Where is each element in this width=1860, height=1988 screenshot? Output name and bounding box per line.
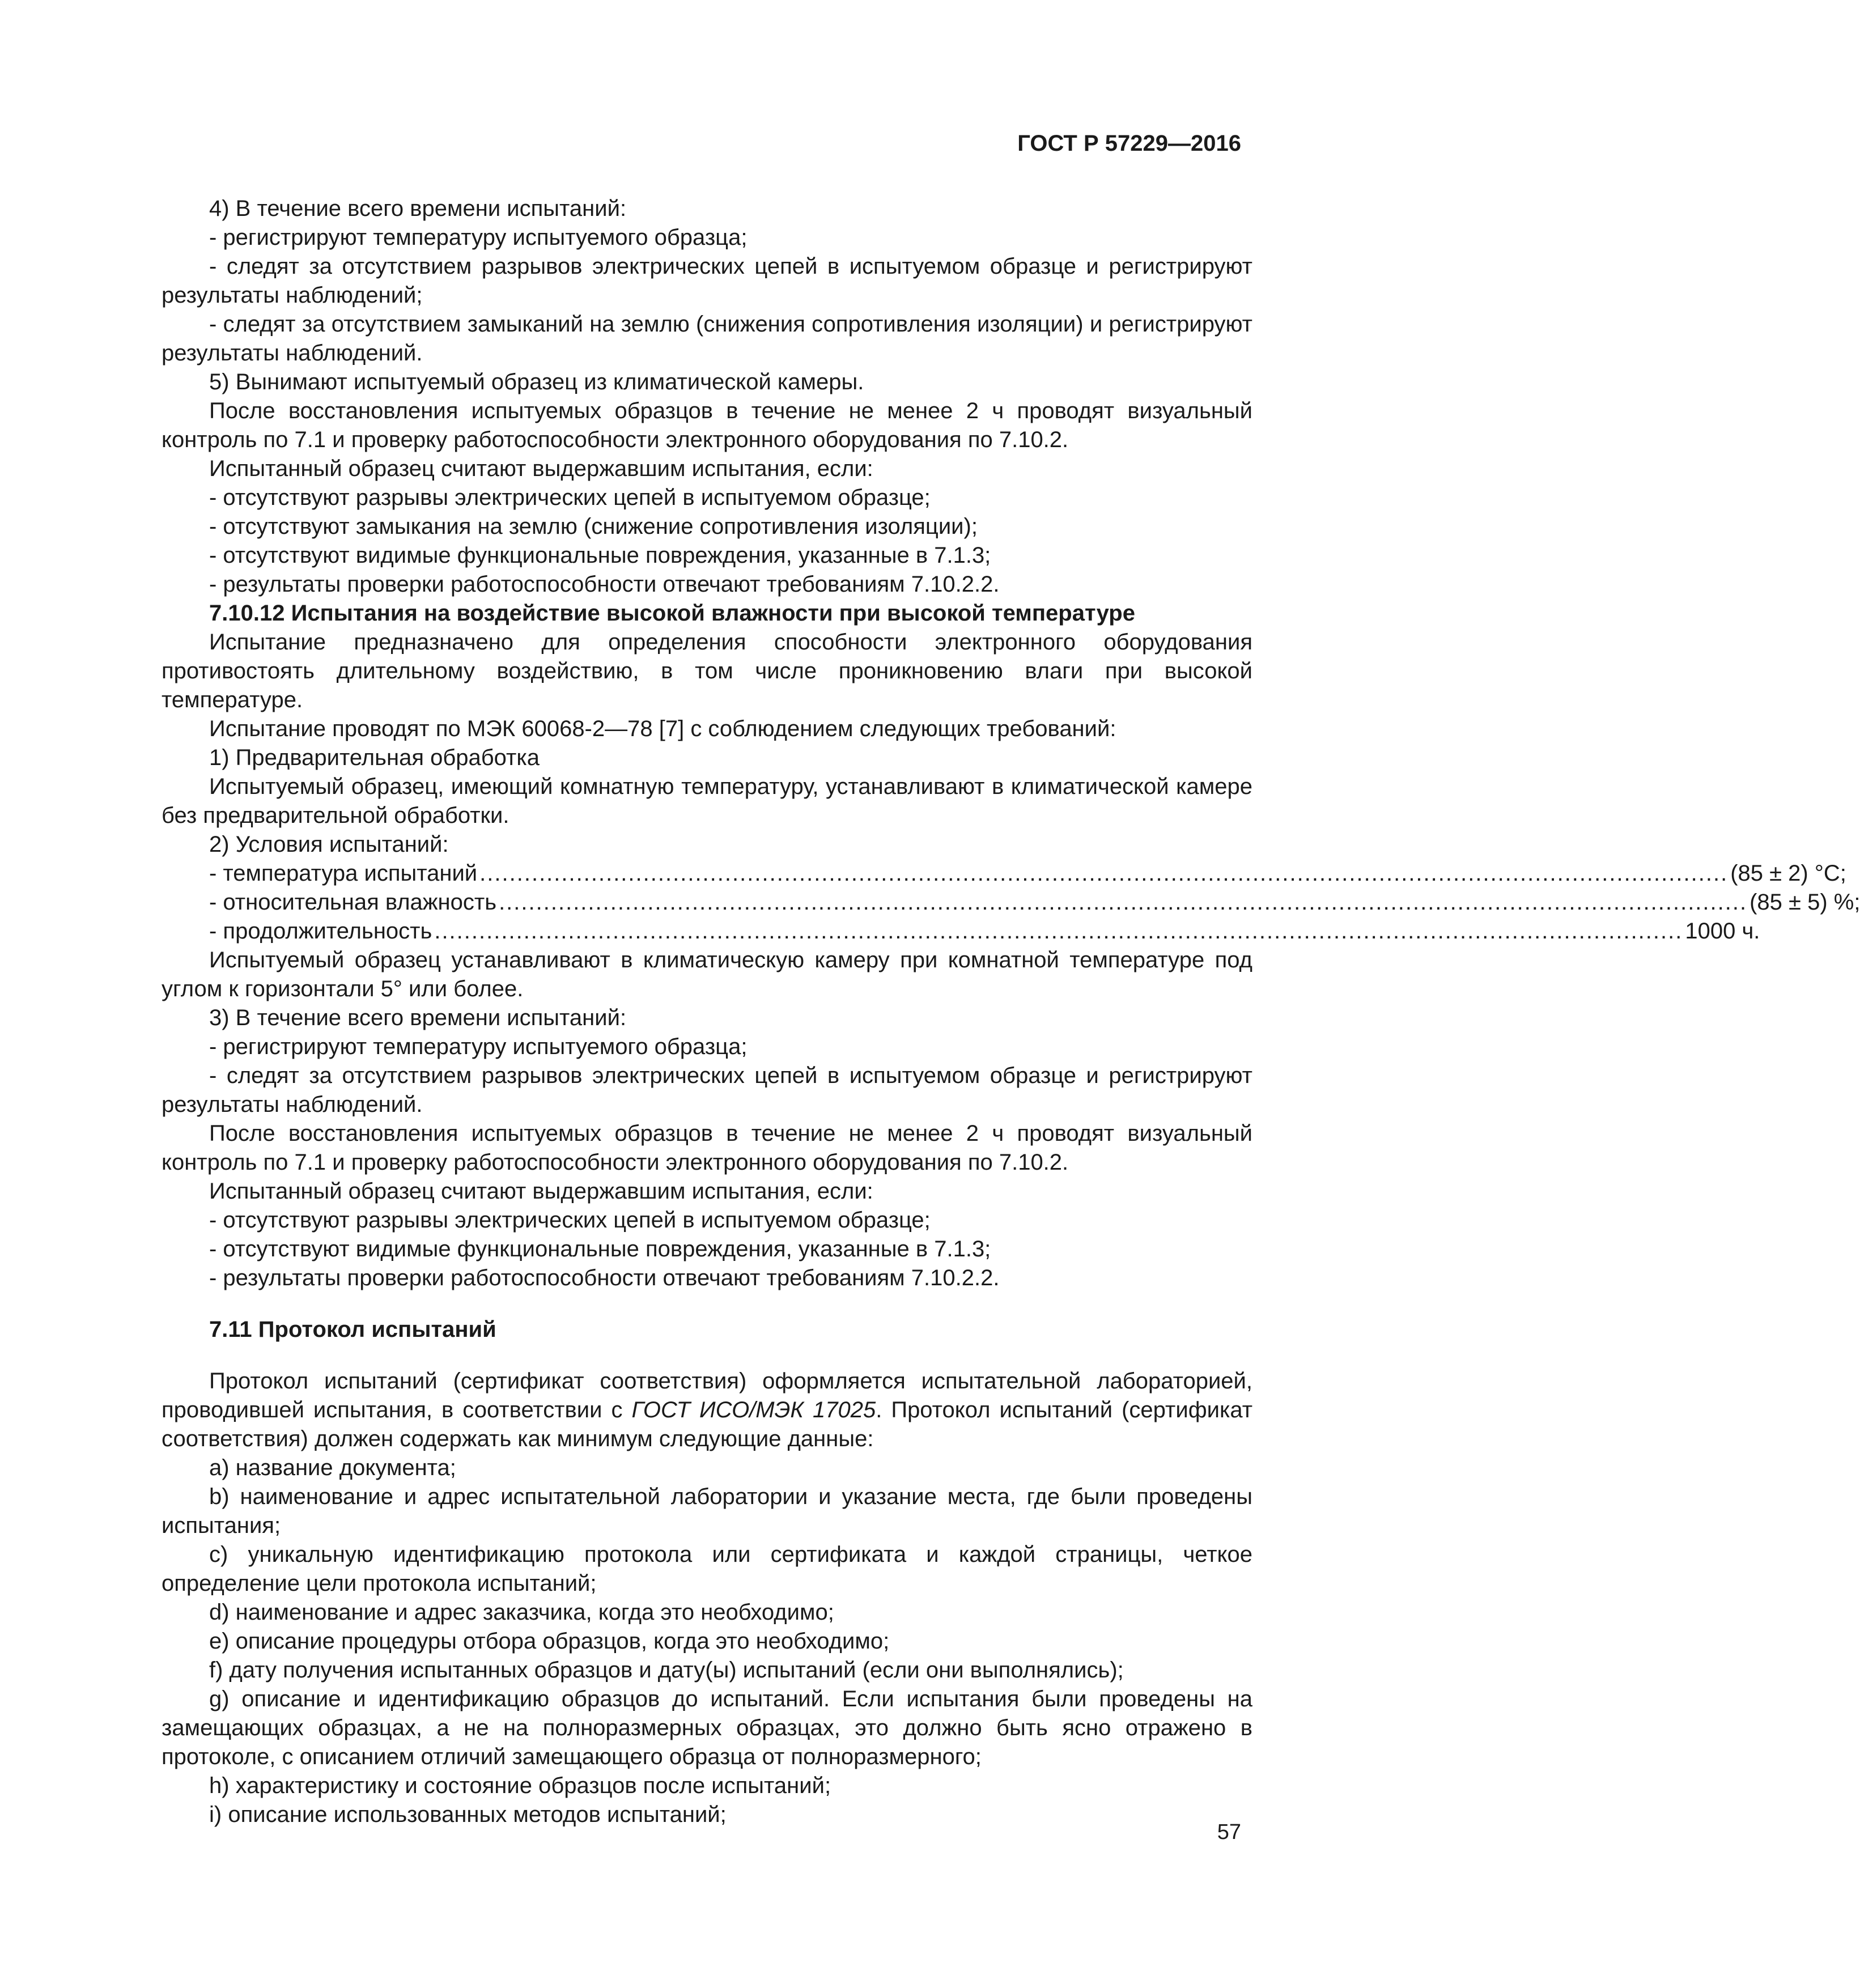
list-item: - отсутствуют видимые функциональные повреждения, указанные в 7.1.3;	[209, 1237, 991, 1261]
list-item: - следят за отсутствием разрывов электрических цепей в испытуемом образце и регистрируют результаты наблюдений;	[162, 254, 1252, 308]
list-item: - следят за отсутствием разрывов электрических цепей в испытуемом образце и регистрируют результаты наблюдений.	[162, 1063, 1252, 1117]
section-heading-7-11: 7.11 Протокол испытаний	[209, 1317, 496, 1342]
list-item: i) описание использованных методов испытаний;	[209, 1802, 727, 1827]
list-item: - отсутствуют разрывы электрических цепей в испытуемом образце;	[209, 1208, 931, 1233]
condition-label: - температура испытаний	[209, 861, 478, 886]
document-header: ГОСТ Р 57229—2016	[1017, 131, 1241, 156]
condition-label: - относительная влажность	[209, 890, 497, 915]
paragraph: Испытуемый образец, имеющий комнатную температуру, устанавливают в климатической камере без предварительной обработки.	[162, 774, 1252, 828]
section-heading-7-10-12: 7.10.12 Испытания на воздействие высокой влажности при высокой температуре	[209, 601, 1135, 626]
list-item: f) дату получения испытанных образцов и дату(ы) испытаний (если они выполнялись);	[209, 1658, 1124, 1683]
paragraph: 5) Вынимают испытуемый образец из климатической камеры.	[209, 369, 864, 394]
paragraph: Испытание предназначено для определения способности электронного оборудования противостоять длительному воздействию, в том числе проникновению влаги при высокой температуре.	[162, 630, 1252, 712]
condition-row	[162, 917, 1760, 946]
paragraph: После восстановления испытуемых образцов в течение не менее 2 ч проводят визуальный контроль по 7.1 и проверку работоспособности электронного оборудования по 7.10.2.	[162, 1121, 1252, 1175]
list-item: с) уникальную идентификацию протокола или сертификата и каждой страницы, четкое определение цели протокола испытаний;	[162, 1542, 1252, 1596]
list-item: - результаты проверки работоспособности отвечают требованиям 7.10.2.2.	[209, 572, 1000, 597]
condition-value: (85 ± 5) %;	[1749, 890, 1860, 915]
condition-label: - продолжительность	[209, 919, 432, 944]
list-item: - регистрируют температуру испытуемого образца;	[209, 225, 748, 250]
standard-reference: ГОСТ ИСО/МЭК 17025	[631, 1397, 876, 1422]
list-item: - отсутствуют замыкания на землю (снижение сопротивления изоляции);	[209, 514, 978, 539]
condition-row	[162, 859, 1846, 888]
list-item: d) наименование и адрес заказчика, когда это необходимо;	[209, 1600, 834, 1625]
paragraph: Испытанный образец считают выдержавшим испытания, если:	[209, 456, 873, 481]
document-body	[162, 194, 1860, 1829]
leader-dots: ........................................................................................................................................................................	[499, 890, 1748, 915]
paragraph: После восстановления испытуемых образцов в течение не менее 2 ч проводят визуальный контроль по 7.1 и проверку работоспособности электронного оборудования по 7.10.2.	[162, 398, 1252, 452]
page-number: 57	[1217, 1820, 1241, 1844]
paragraph: Испытуемый образец устанавливают в климатическую камеру при комнатной температуре под углом к горизонтали 5° или более.	[162, 948, 1252, 1001]
list-item: е) описание процедуры отбора образцов, когда это необходимо;	[209, 1629, 890, 1654]
condition-value: (85 ± 2) °С;	[1730, 861, 1846, 886]
paragraph: 1) Предварительная обработка	[209, 745, 540, 770]
list-item: - отсутствуют видимые функциональные повреждения, указанные в 7.1.3;	[209, 543, 991, 568]
list-item: h) характеристику и состояние образцов после испытаний;	[209, 1773, 831, 1798]
list-item: g) описание и идентификацию образцов до испытаний. Если испытания были проведены на замещающих образцах, а не на полноразмерных образцах, это должно быть ясно отражено в протоколе, с описанием отличий замещающего образца от полноразмерного;	[162, 1687, 1252, 1769]
paragraph	[162, 1367, 1252, 1454]
paragraph: Испытанный образец считают выдержавшим испытания, если:	[209, 1179, 873, 1204]
paragraph: Испытание проводят по МЭК 60068-2—78 [7] с соблюдением следующих требований:	[209, 716, 1116, 741]
paragraph-text: . Протокол испытаний (сертификат соответствия) должен содержать как минимум следующие данные:	[162, 1397, 1253, 1451]
paragraph: 3) В течение всего времени испытаний:	[209, 1005, 627, 1030]
paragraph: 2) Условия испытаний:	[209, 832, 449, 857]
list-item: - отсутствуют разрывы электрических цепей в испытуемом образце;	[209, 485, 931, 510]
list-item: - регистрируют температуру испытуемого образца;	[209, 1034, 748, 1059]
paragraph: 4) В течение всего времени испытаний:	[209, 196, 627, 221]
list-item: b) наименование и адрес испытательной лаборатории и указание места, где были проведены испытания;	[162, 1484, 1252, 1538]
condition-value: 1000 ч.	[1685, 919, 1760, 944]
leader-dots: ........................................................................................................................................................................	[479, 861, 1729, 886]
condition-row	[162, 888, 1860, 917]
paragraph-text: Протокол испытаний (сертификат соответствия) оформляется испытательной лабораторией, проводившей испытания, в соответствии с	[162, 1369, 1252, 1422]
list-item: - результаты проверки работоспособности отвечают требованиям 7.10.2.2.	[209, 1265, 1000, 1290]
leader-dots: ........................................................................................................................................................................	[434, 919, 1683, 944]
list-item: а) название документа;	[209, 1455, 456, 1480]
list-item: - следят за отсутствием замыканий на землю (снижения сопротивления изоляции) и регистрируют результаты наблюдений.	[162, 312, 1252, 366]
